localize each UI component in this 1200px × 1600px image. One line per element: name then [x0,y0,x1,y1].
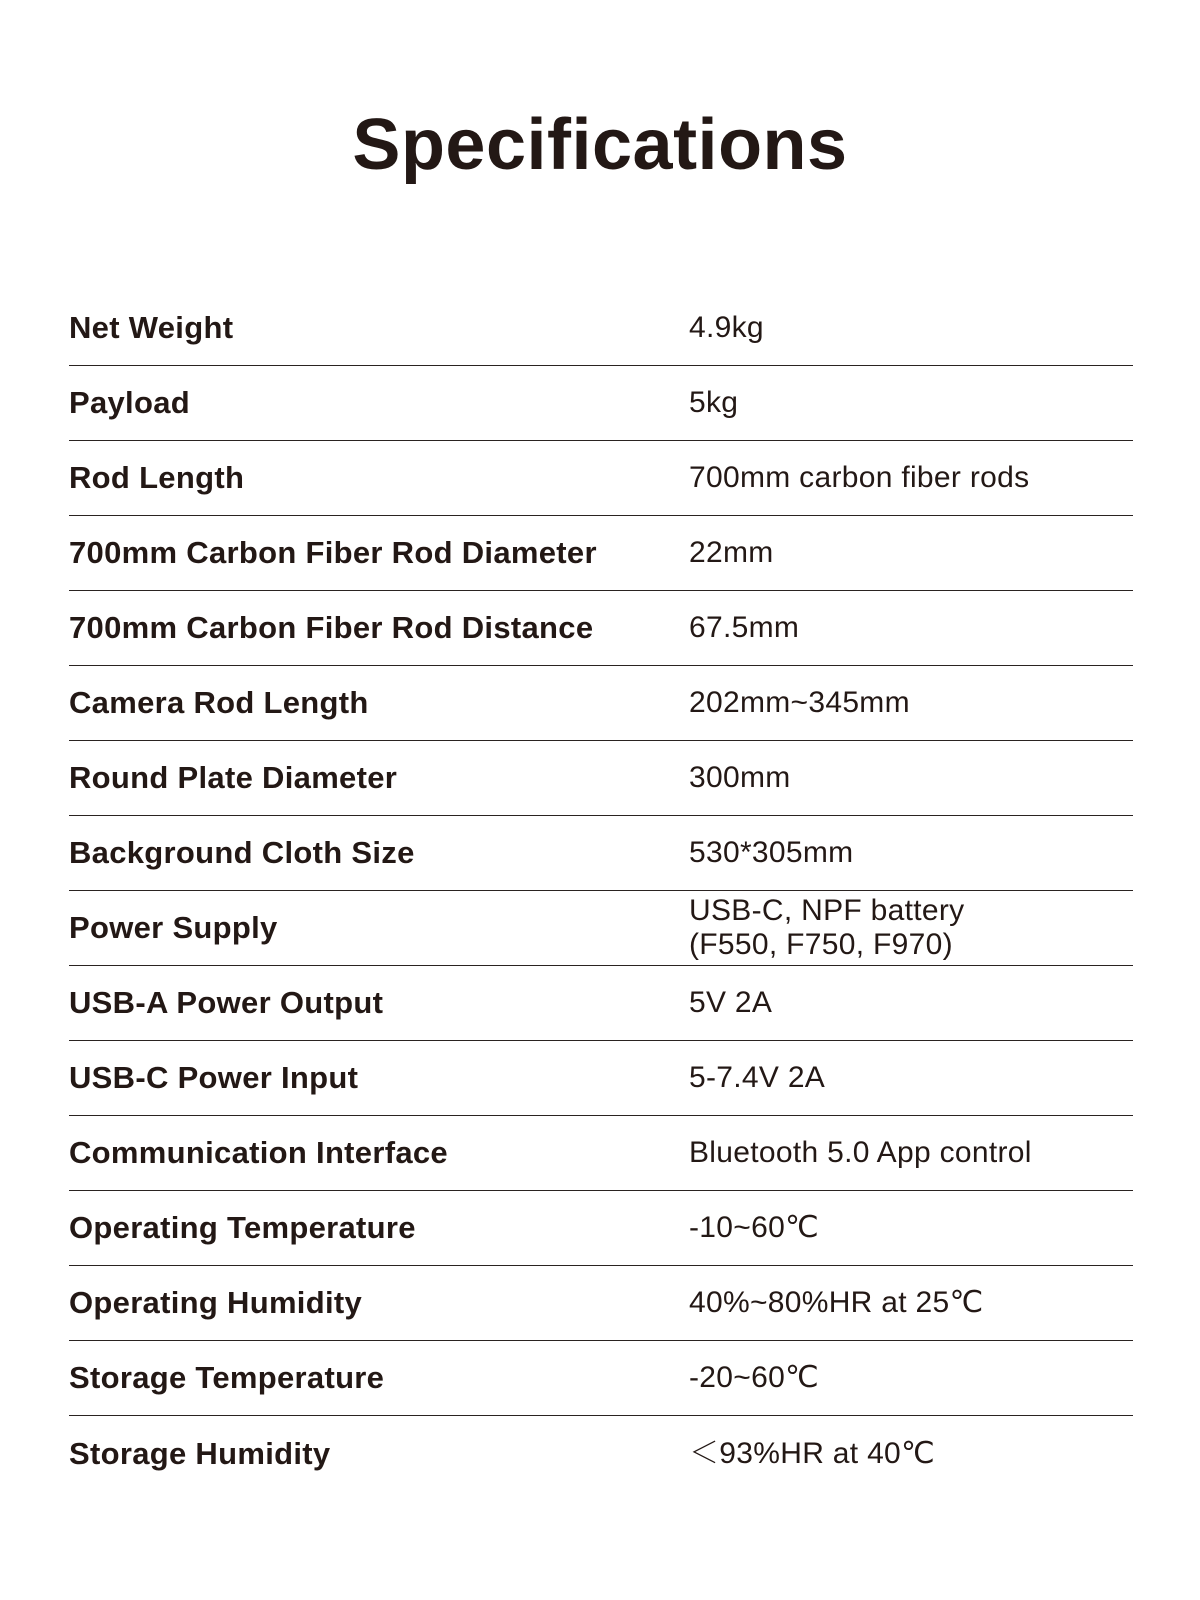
spec-label: Storage Humidity [69,1435,331,1471]
spec-value: ＜93%HR at 40℃ [689,1436,936,1470]
spec-value: 202mm~345mm [689,686,910,719]
spec-value: 22mm [689,536,774,569]
spec-row-storage-humidity [69,1416,1133,1491]
spec-row-round-plate-diameter [69,741,1133,816]
spec-table [69,291,1133,1491]
spec-value-line: USB-C, NPF battery [689,894,965,927]
spec-label: USB-A Power Output [69,985,384,1020]
spec-label: Background Cloth Size [69,835,415,870]
spec-row-camera-rod-length [69,666,1133,741]
spec-label: 700mm Carbon Fiber Rod Diameter [69,535,597,570]
spec-value: 40%~80%HR at 25℃ [689,1286,984,1319]
spec-value: 530*305mm [689,836,854,869]
spec-label: Storage Temperature [69,1360,385,1395]
spec-label: Communication Interface [69,1135,448,1170]
spec-value-line: (F550, F750, F970) [689,928,953,961]
spec-row-operating-temperature [69,1191,1133,1266]
spec-row-net-weight [69,291,1133,366]
spec-value: 5-7.4V 2A [689,1061,826,1094]
spec-label: Net Weight [69,310,234,345]
spec-row-rod-distance [69,591,1133,666]
spec-label: Operating Temperature [69,1210,416,1245]
spec-value: -20~60℃ [689,1361,820,1394]
spec-row-storage-temperature [69,1341,1133,1416]
spec-label: Rod Length [69,460,245,495]
spec-row-rod-diameter [69,516,1133,591]
spec-value: 300mm [689,761,791,794]
spec-label: 700mm Carbon Fiber Rod Distance [69,610,594,645]
spec-value: 700mm carbon fiber rods [689,461,1030,494]
spec-value [689,894,1133,962]
spec-row-rod-length [69,441,1133,516]
page-title: Specifications [352,105,848,185]
spec-row-payload [69,366,1133,441]
spec-value: 4.9kg [689,311,764,344]
spec-label: Camera Rod Length [69,685,369,720]
spec-label: Payload [69,385,190,420]
spec-value: 5V 2A [689,986,773,1019]
spec-value: -10~60℃ [689,1211,820,1244]
spec-row-communication-interface [69,1116,1133,1191]
spec-label: Round Plate Diameter [69,760,398,795]
spec-label: USB-C Power Input [69,1060,359,1095]
spec-label: Operating Humidity [69,1285,363,1320]
spec-row-usb-c-power-input [69,1041,1133,1116]
spec-value: 5kg [689,386,739,419]
spec-row-background-cloth-size [69,816,1133,891]
spec-value: Bluetooth 5.0 App control [689,1136,1032,1169]
spec-label: Power Supply [69,910,278,945]
spec-row-power-supply [69,891,1133,966]
spec-row-operating-humidity [69,1266,1133,1341]
spec-row-usb-a-power-output [69,966,1133,1041]
spec-value: 67.5mm [689,611,800,644]
